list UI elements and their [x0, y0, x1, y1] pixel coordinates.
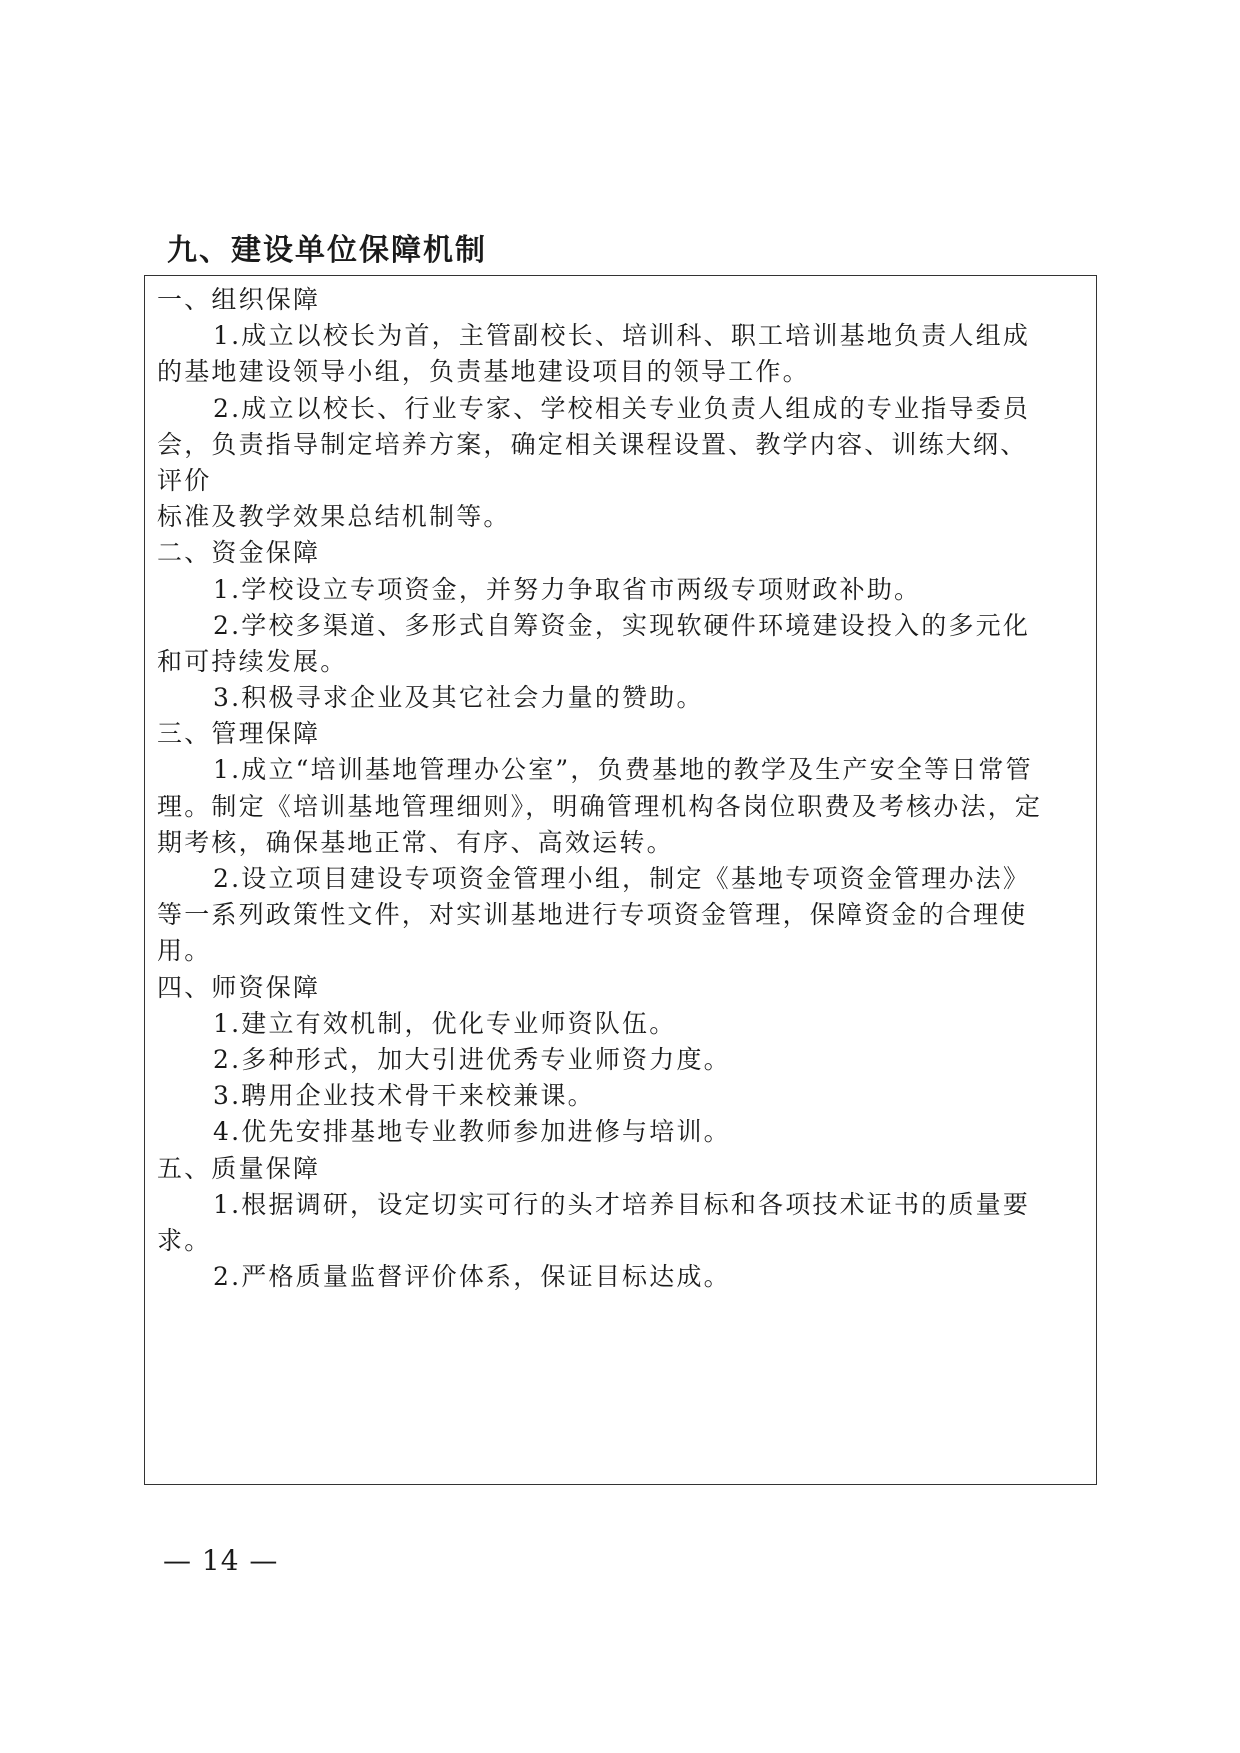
- content-line: 评价: [157, 465, 212, 495]
- content-line: 标准及教学效果总结机制等。: [157, 502, 511, 532]
- content-line: 四、师资保障: [157, 972, 321, 1002]
- content-line: 2.学校多渠道、多形式自筹资金，实现软硬件环境建设投入的多元化: [213, 610, 1031, 640]
- content-line: 五、质量保障: [157, 1153, 321, 1183]
- page-number: — 14 —: [163, 1544, 279, 1577]
- content-line: 2.设立项目建设专项资金管理小组，制定《基地专项资金管理办法》: [213, 864, 1031, 893]
- content-line: 二、资金保障: [157, 538, 321, 568]
- section-title: 九、建设单位保障机制: [167, 233, 487, 268]
- content-line: 理。制定《培训基地管理细则》，明确管理机构各岗位职费及考核办法，定: [157, 791, 1043, 821]
- content-line: 求。: [157, 1225, 212, 1255]
- content-line: 1.成立“培训基地管理办公室”，负费基地的教学及生产安全等日常管: [213, 755, 1033, 785]
- content-line: 2.多种形式，加大引进优秀专业师资力度。: [213, 1044, 731, 1074]
- content-line: 会，负责指导制定培养方案，确定相关课程设置、教学内容、训练大纲、: [157, 429, 1028, 459]
- content-box: [144, 275, 1097, 1485]
- content-line: 1.根据调研，设定切实可行的头才培养目标和各项技术证书的质量要: [213, 1189, 1031, 1219]
- content-line: 一、组织保障: [157, 285, 321, 314]
- content-line: 2.成立以校长、行业专家、学校相关专业负责人组成的专业指导委员: [213, 393, 1031, 423]
- content-line: 等一系列政策性文件，对实训基地进行专项资金管理，保障资金的合理使: [157, 900, 1028, 930]
- content-line: 2.严格质量监督评价体系，保证目标达成。: [213, 1262, 731, 1292]
- content-line: 3.积极寻求企业及其它社会力量的赞助。: [213, 683, 704, 713]
- content-line: 1.成立以校长为首，主管副校长、培训科、职工培训基地负责人组成: [213, 321, 1031, 351]
- content-line: 期考核，确保基地正常、有序、高效运转。: [157, 827, 674, 857]
- content-line: 和可持续发展。: [157, 646, 348, 676]
- content-line: 的基地建设领导小组，负责基地建设项目的领导工作。: [157, 357, 810, 387]
- content-line: 1.学校设立专项资金，并努力争取省市两级专项财政补助。: [213, 574, 922, 604]
- content-line: 4.优先安排基地专业教师参加进修与培训。: [213, 1117, 731, 1147]
- content-line: 1.建立有效机制，优化专业师资队伍。: [213, 1008, 677, 1038]
- content-line: 三、管理保障: [157, 719, 321, 749]
- content-line: 用。: [157, 936, 212, 966]
- content-line: 3.聘用企业技术骨干来校兼课。: [213, 1081, 595, 1111]
